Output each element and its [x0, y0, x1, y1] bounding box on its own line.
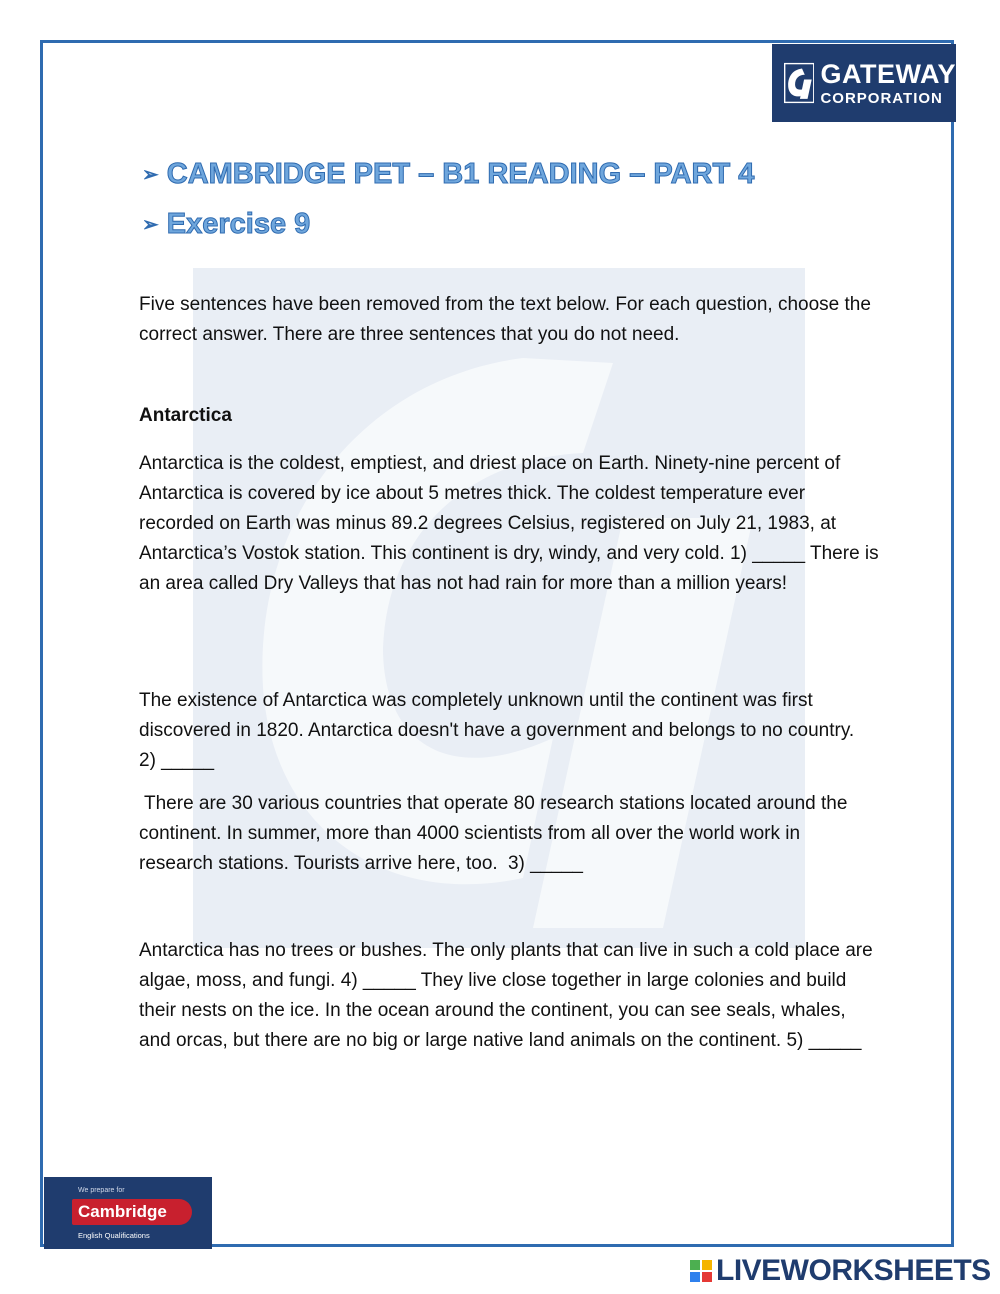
- exercise-heading-text: Exercise 9: [166, 208, 311, 240]
- cambridge-badge: [44, 1177, 212, 1249]
- cambridge-brand: Cambridge: [72, 1199, 192, 1225]
- liveworksheets-brand: LIVEWORKSHEETS: [716, 1254, 991, 1287]
- paragraph-4-before: Antarctica has no trees or bushes. The only plants that can live in such a cold place are algae, moss, and fungi.: [139, 940, 873, 991]
- paragraph-3: [139, 789, 879, 879]
- liveworksheets-logo: [690, 1254, 991, 1288]
- paragraph-2: [139, 686, 879, 776]
- gateway-logo: [772, 44, 956, 122]
- logo-line-2: CORPORATION: [820, 89, 943, 107]
- paragraph-1-before: Antarctica is the coldest, emptiest, and driest place on Earth. Ninety-nine percent of Antarctica is covered by ice about 5 metres thick. The coldest temperature ever recorded on Earth was minus 89.2 degrees Celsius, registered on July 21, 1983, at Antarctica’s Vostok station. This continent is dry, windy, and very cold.: [139, 453, 841, 564]
- paragraph-4: [139, 936, 879, 1056]
- paragraph-3-before: There are 30 various countries that operate 80 research stations located around the continent. In summer, more than 4000 scientists from all over the world work in research stations. Tourists arrive here, too.: [139, 793, 848, 874]
- logo-line-1: GATEWAY: [820, 58, 956, 89]
- paragraph-1: [139, 449, 879, 599]
- main-heading-text: CAMBRIDGE PET – B1 READING – PART 4: [166, 158, 755, 190]
- instructions: Five sentences have been removed from the text below. For each question, choose the correct answer. There are three sentences that you do not need.: [139, 294, 871, 345]
- liveworksheets-blocks-icon: [690, 1260, 712, 1282]
- arrow-bullet-icon: ➢: [142, 164, 159, 186]
- answer-blank-2[interactable]: 2) _____: [139, 750, 215, 771]
- paragraph-4-middle: They live close together in large colonies and build their nests on the ice. In the ocean around the continent, you can see seals, whales, and orcas, but there are no big or large native land animals on the continent.: [139, 970, 847, 1051]
- paragraph-1-after: There is an area called Dry Valleys that has not had rain for more than a million years!: [139, 543, 879, 594]
- answer-blank-1[interactable]: 1) _____: [730, 543, 806, 564]
- answer-blank-4[interactable]: 4) _____: [340, 970, 416, 991]
- cambridge-small-text: We prepare for: [78, 1187, 125, 1194]
- main-heading: [142, 158, 754, 191]
- answer-blank-3[interactable]: 3) _____: [507, 853, 583, 874]
- paragraph-2-before: The existence of Antarctica was completely unknown until the continent was first discovered in 1820. Antarctica doesn't have a government and belongs to no country.: [139, 690, 855, 741]
- gateway-g-icon: [784, 54, 814, 112]
- exercise-heading: [142, 208, 310, 241]
- answer-blank-5[interactable]: 5) _____: [786, 1030, 862, 1051]
- arrow-bullet-icon: ➢: [142, 214, 159, 236]
- cambridge-sub-text: English Qualifications: [78, 1231, 150, 1240]
- article-title: Antarctica: [139, 405, 232, 426]
